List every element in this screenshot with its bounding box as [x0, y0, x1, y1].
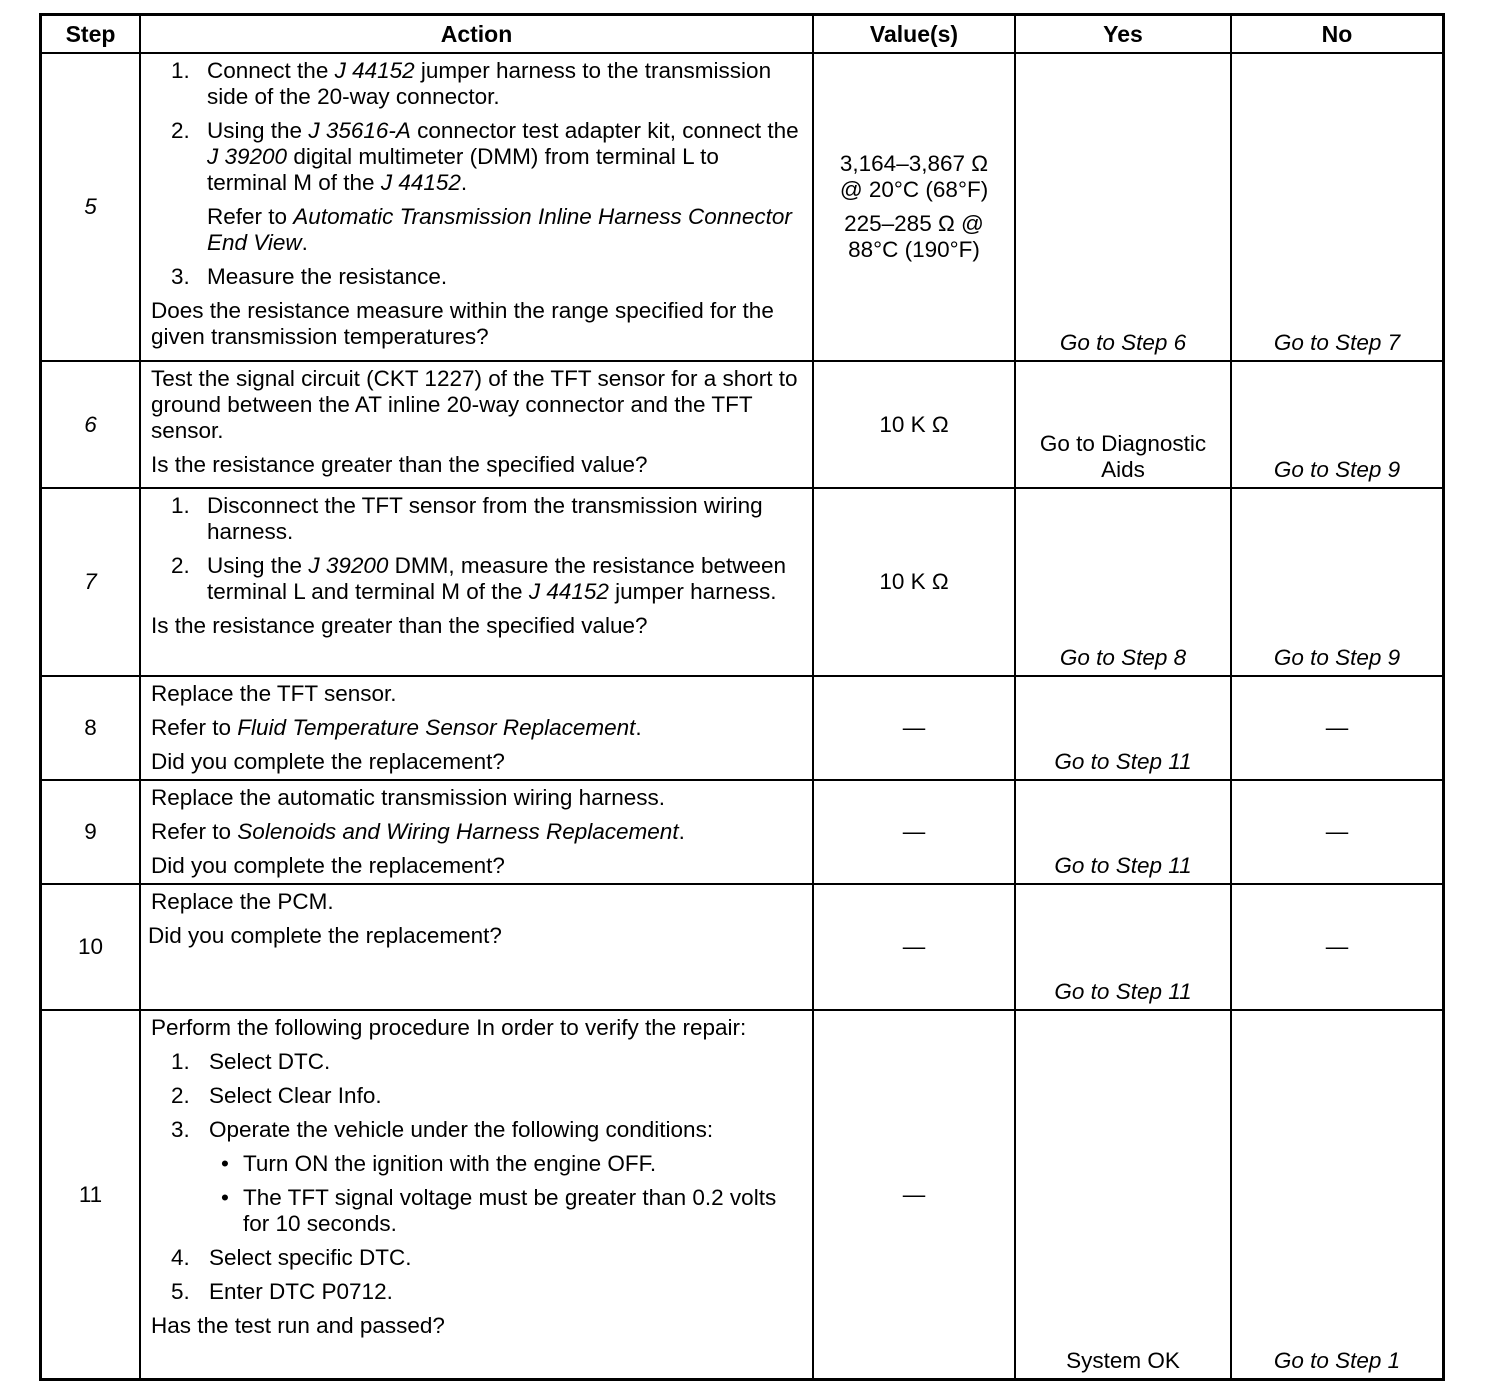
value-cell: —	[902, 934, 926, 959]
action-cell	[141, 677, 812, 779]
list-item: 2. Using the J 35616-A connector test adapter kit, connect the J 39200 digital multimeter (DMM) from terminal L to terminal M of the J 44152.	[171, 118, 799, 195]
list-item: 5. Enter DTC P0712.	[171, 1279, 393, 1304]
no-cell: —	[1325, 819, 1349, 844]
step-number: 10	[77, 934, 104, 959]
step-number: 6	[84, 411, 97, 437]
action-cell	[141, 489, 812, 675]
action-cell	[141, 1011, 812, 1378]
action-cell	[141, 885, 812, 1009]
value-cell: —	[902, 1181, 926, 1207]
value-cell	[814, 54, 1014, 360]
reference-note: Refer to Automatic Transmission Inline Harness Connector End View.	[207, 204, 792, 255]
question: Did you complete the replacement?	[151, 853, 505, 878]
list-item: 3. Measure the resistance.	[171, 264, 448, 289]
yes-cell: Go to Diagnostic Aids	[1039, 431, 1207, 482]
bullet-icon: •	[221, 1151, 229, 1176]
no-cell: Go to Step 7	[1273, 330, 1401, 355]
header-no: No	[1321, 20, 1353, 47]
diagnostic-table	[39, 13, 1445, 1381]
action-cell	[141, 781, 812, 883]
header-values: Value(s)	[869, 20, 959, 47]
question: Does the resistance measure within the range specified for the given transmission temperatures?	[151, 298, 774, 349]
value-cell: —	[902, 819, 926, 844]
question: Did you complete the replacement?	[151, 749, 505, 774]
yes-cell: Go to Step 11	[1054, 979, 1192, 1004]
action-text: Replace the PCM.	[151, 889, 334, 914]
value-spec: 3,164–3,867 Ω @ 20°C (68°F)	[839, 151, 989, 202]
list-item: 1. Disconnect the TFT sensor from the transmission wiring harness.	[171, 493, 763, 544]
reference-note: Refer to Solenoids and Wiring Harness Replacement.	[151, 819, 685, 844]
value-spec: 225–285 Ω @ 88°C (190°F)	[844, 211, 984, 262]
list-item: 2. Select Clear Info.	[171, 1083, 382, 1108]
step-number: 11	[78, 1181, 103, 1207]
action-cell	[141, 54, 812, 360]
question: Has the test run and passed?	[151, 1313, 445, 1338]
reference-note: Refer to Fluid Temperature Sensor Replacement.	[151, 715, 642, 740]
step-number: 7	[84, 569, 97, 594]
value-cell: 10 K Ω	[879, 569, 949, 594]
no-cell: Go to Step 9	[1273, 457, 1401, 482]
header-action: Action	[440, 20, 513, 47]
list-item: 1. Connect the J 44152 jumper harness to the transmission side of the 20-way connector.	[171, 58, 772, 109]
value-cell: —	[902, 715, 926, 740]
no-cell: —	[1325, 934, 1349, 959]
header-yes: Yes	[1103, 20, 1143, 47]
value-cell: 10 K Ω	[879, 411, 949, 437]
no-cell: Go to Step 1	[1273, 1348, 1401, 1373]
action-text: Test the signal circuit (CKT 1227) of the TFT sensor for a short to ground between the AT inline 20-way connector and the TFT sensor.	[151, 366, 798, 443]
question: Did you complete the replacement?	[148, 923, 502, 948]
yes-cell: Go to Step 11	[1054, 749, 1192, 774]
no-cell: Go to Step 9	[1273, 645, 1401, 670]
bullet-icon: •	[221, 1185, 229, 1210]
header-step: Step	[65, 20, 116, 47]
step-number: 9	[84, 819, 97, 844]
list-item: 2. Using the J 39200 DMM, measure the resistance between terminal L and terminal M of the J 44152 jumper harness.	[171, 553, 787, 604]
yes-cell: System OK	[1066, 1348, 1180, 1373]
yes-cell: Go to Step 8	[1059, 645, 1187, 670]
action-cell	[141, 362, 812, 487]
action-text: Replace the TFT sensor.	[151, 681, 397, 706]
question: Is the resistance greater than the specified value?	[151, 613, 648, 638]
yes-cell: Go to Step 11	[1054, 853, 1192, 878]
bullet-item: • Turn ON the ignition with the engine OFF.	[221, 1151, 657, 1176]
step-number: 8	[84, 715, 97, 740]
list-item: 4. Select specific DTC.	[171, 1245, 412, 1270]
step-number: 5	[84, 194, 97, 219]
action-text: Replace the automatic transmission wiring harness.	[151, 785, 665, 810]
yes-cell: Go to Step 6	[1059, 330, 1187, 355]
action-text: Perform the following procedure In order to verify the repair:	[151, 1015, 747, 1040]
list-item: 3. Operate the vehicle under the following conditions:	[171, 1117, 714, 1142]
bullet-item: • The TFT signal voltage must be greater than 0.2 volts for 10 seconds.	[221, 1185, 777, 1236]
list-item: 1. Select DTC.	[171, 1049, 331, 1074]
question: Is the resistance greater than the specified value?	[151, 452, 648, 477]
no-cell: —	[1325, 715, 1349, 740]
